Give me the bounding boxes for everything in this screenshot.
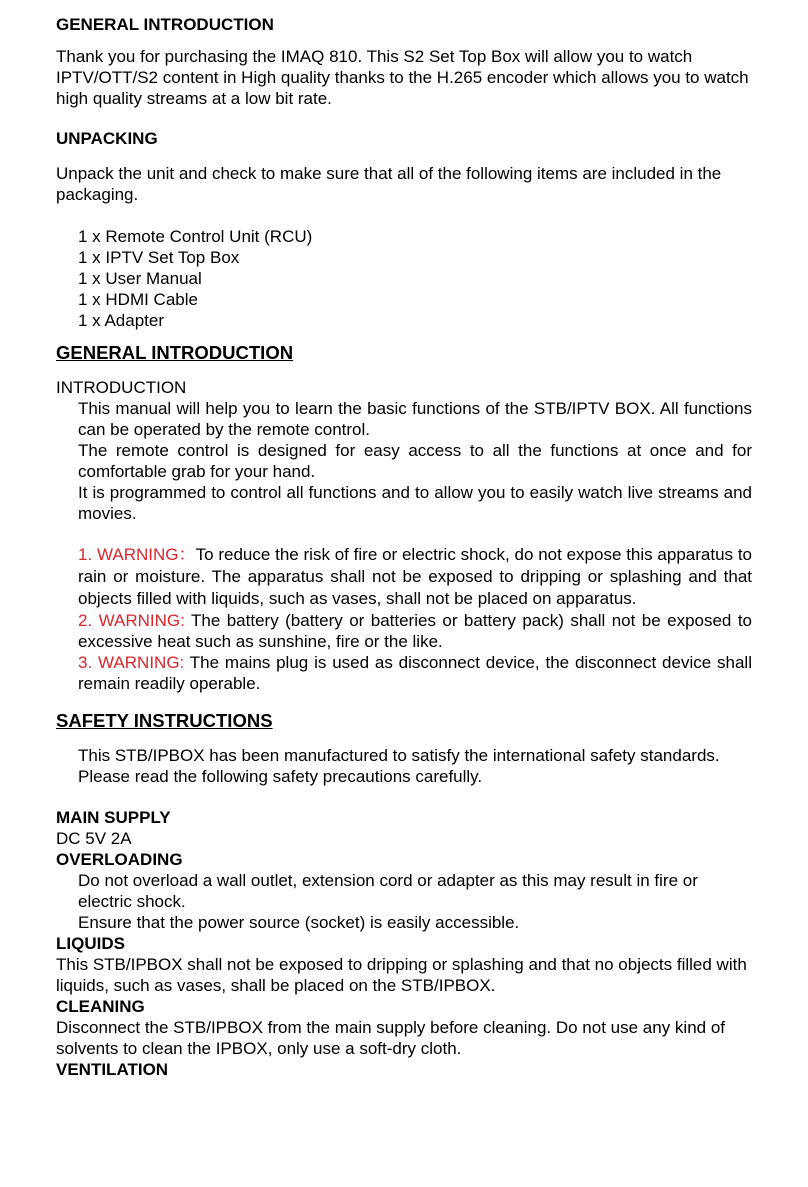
main-supply-text: DC 5V 2A <box>56 829 132 848</box>
list-item: 1 x Remote Control Unit (RCU) <box>78 227 313 246</box>
cleaning-text: Disconnect the STB/IPBOX from the main supply before cleaning. Do not use any kind of solvents to clean the IPBOX, only use a soft-dry cloth. <box>56 1018 726 1058</box>
warning-label: 3. WARNING: <box>78 653 185 672</box>
warning-text: To reduce the risk of fire or electric shock, do not expose this apparatus to rain or moisture. The apparatus shall not be exposed to dripping or splashing and that objects filled with liquids, such as vases, shall not be placed on apparatus. <box>78 545 753 608</box>
manual-page <box>56 14 752 1080</box>
intro-paragraph: It is programmed to control all functions and to allow you to easily watch live streams and movies. <box>78 483 752 523</box>
list-item: 1 x User Manual <box>78 269 202 288</box>
section-heading-unpacking: UNPACKING <box>56 129 158 148</box>
list-item: 1 x IPTV Set Top Box <box>78 248 240 267</box>
list-item: 1 x HDMI Cable <box>78 290 198 309</box>
warnings-block <box>78 544 752 694</box>
warning-label: 1. WARNING： <box>78 545 196 564</box>
heading-ventilation: VENTILATION <box>56 1060 169 1079</box>
heading-cleaning: CLEANING <box>56 997 145 1016</box>
liquids-text: This STB/IPBOX shall not be exposed to dripping or splashing and that no objects filled with liquids, such as vases, shall be placed on the STB/IPBOX. <box>56 955 747 995</box>
section-heading-general-intro-2: GENERAL INTRODUCTION <box>56 342 294 363</box>
list-item: 1 x Adapter <box>78 311 165 330</box>
safety-paragraph: Please read the following safety precautions carefully. <box>78 767 483 786</box>
heading-main-supply: MAIN SUPPLY <box>56 808 171 827</box>
overloading-line: Ensure that the power source (socket) is easily accessible. <box>78 913 520 932</box>
overloading-line: Do not overload a wall outlet, extension cord or adapter as this may result in fire or electric shock. <box>78 871 698 911</box>
safety-paragraph: This STB/IPBOX has been manufactured to satisfy the international safety standards. <box>78 746 720 765</box>
warning-item <box>78 652 752 694</box>
intro-paragraph: This manual will help you to learn the basic functions of the STB/IPTV BOX. All functions can be operated by the remote control. <box>78 399 752 439</box>
warning-label: 2. WARNING: <box>78 611 185 630</box>
introduction-body <box>78 398 752 524</box>
section-heading-general-intro: GENERAL INTRODUCTION <box>56 15 274 34</box>
heading-liquids: LIQUIDS <box>56 934 125 953</box>
warning-item <box>78 610 752 652</box>
general-intro-paragraph: Thank you for purchasing the IMAQ 810. This S2 Set Top Box will allow you to watch IPTV/OTT/S2 content in High quality thanks to the H.265 encoder which allows you to watch high quality streams at a low bit rate. <box>56 47 749 108</box>
overloading-body <box>78 870 752 933</box>
unpacking-paragraph: Unpack the unit and check to make sure that all of the following items are included in the packaging. <box>56 164 722 204</box>
warning-item <box>78 544 752 610</box>
heading-overloading: OVERLOADING <box>56 850 183 869</box>
package-contents-list <box>78 226 752 331</box>
safety-intro <box>78 745 752 787</box>
warning-text: The battery (battery or batteries or battery pack) shall not be exposed to excessive heat such as sunshine, fire or the like. <box>78 611 752 651</box>
intro-paragraph: The remote control is designed for easy access to all the functions at once and for comfortable grab for your hand. <box>78 441 752 481</box>
warning-text: The mains plug is used as disconnect device, the disconnect device shall remain readily operable. <box>78 653 752 693</box>
subheading-introduction: INTRODUCTION <box>56 378 187 397</box>
section-heading-safety: SAFETY INSTRUCTIONS <box>56 710 273 731</box>
